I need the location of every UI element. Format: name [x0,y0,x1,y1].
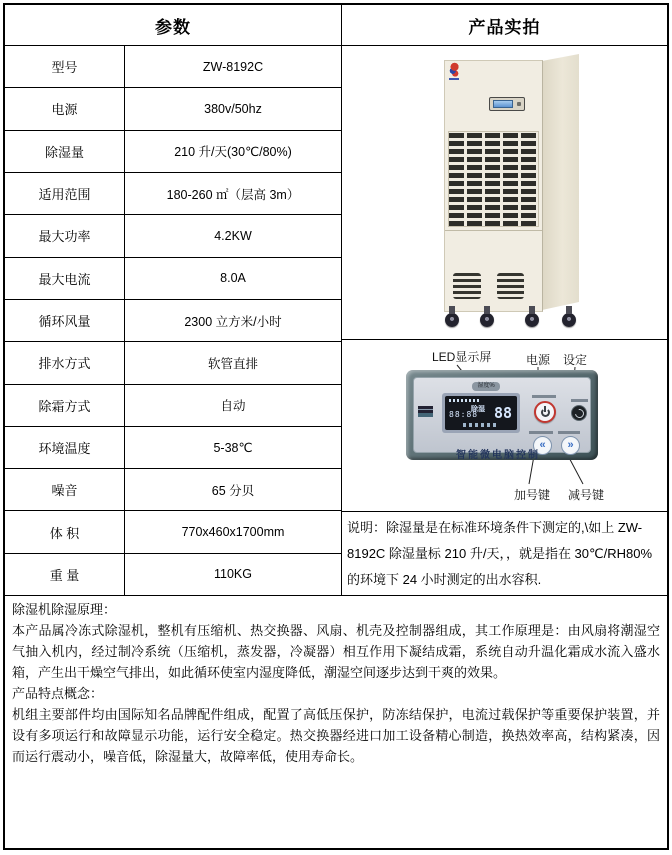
principle-body: 本产品属冷冻式除湿机，整机有压缩机、热交换器、风扇、机壳及控制器组成，其工作原理是：由风扇将潮湿空气抽入机内，经过制冷系统（压缩机，蒸发器，冷凝器）相互作用下凝结成霜，系统自动升温化霜成水流入盛水箱，产生出干燥空气排出，如此循环使室内湿度降低，潮湿空间逐步达到干爽的效果。 [12,623,660,680]
unit-display [489,97,525,111]
param-label: 型号 [5,46,125,87]
control-panel-photo [342,340,667,512]
features-title: 产品特点概念： [12,686,104,701]
param-value: 210 升/天(30℃/80%) [174,145,292,160]
unit-louver-vent [497,273,524,299]
panel-brand-logo-icon [418,406,433,417]
lcd-segment-bars [449,399,479,402]
plus-micro-label [529,431,553,434]
param-label: 除湿量 [5,131,125,172]
param-label: 除霜方式 [5,385,125,426]
param-label: 重 量 [5,554,125,595]
caster-wheel [445,313,459,327]
table-row [5,46,341,88]
unit-front-panel [444,60,543,312]
brand-logo-icon [448,62,460,78]
param-value: 自动 [220,399,246,414]
lcd-digits: 88 [493,404,512,422]
caster-wheel [480,313,494,327]
caster-wheel [562,313,576,327]
principle-title: 除湿机除湿原理： [12,602,117,617]
table-row [5,385,341,427]
features-body: 机组主要部件均由国际知名品牌配件组成，配置了高低压保护，防冻结保护，电流过载保护等重要保护装置，并设有多项运行和故障显示功能，运行安全稳定。热交换器经进口加工设备精心制造，换热效率高，结构紧凑，因而运行震动小，噪音低，除湿量大，故障率低，使用寿命长。 [12,707,660,764]
photos-header: 产品实拍 [342,5,667,46]
param-value: 软管直排 [207,356,258,371]
power-button-icon [534,401,556,423]
param-value: 110KG [214,567,252,582]
lcd-mode-text: 除湿 [471,406,485,413]
param-value: 770x460x1700mm [181,525,285,540]
param-value: 380v/50hz [204,101,262,116]
param-label: 噪音 [5,469,125,510]
param-value: 8.0A [220,271,246,286]
param-label: 排水方式 [5,342,125,383]
table-row [5,554,341,595]
callout-set: 设定 [563,353,588,367]
table-row [5,469,341,511]
power-micro-label [532,395,556,398]
set-button-icon [571,405,587,421]
param-value: 5-38℃ [213,440,253,455]
param-value: ZW-8192C [202,59,264,74]
dehumidifier-unit [444,54,580,338]
unit-air-grille [448,131,539,227]
table-row [5,258,341,300]
table-row [5,131,341,173]
measurement-note: 说明：除湿量是在标准环境条件下测定的,\如上 ZW-8192C 除湿量标 210 升/天，，就是指在 30℃/RH80%的环境下 24 小时测定的出水容积. [347,520,653,587]
spec-top-area [5,5,667,596]
param-value: 65 分贝 [211,483,255,498]
param-label: 最大功率 [5,215,125,256]
unit-side-panel [542,54,579,312]
power-glyph-icon [541,408,550,417]
minus-button-icon: » [561,436,580,455]
lcd-icon-row [463,423,497,427]
minus-micro-label [558,431,580,434]
param-label: 循环风量 [5,300,125,341]
description-section [5,596,667,848]
unit-display-screen [493,100,513,108]
led-display [442,393,520,433]
callout-minus-key: 减号键 [568,488,605,502]
dehumidifier-photo [342,46,667,340]
param-label: 电源 [5,88,125,129]
param-label: 环境温度 [5,427,125,468]
unit-louver-vent [453,273,481,299]
caster-wheel [525,313,539,327]
set-micro-label [571,399,588,402]
outer-frame [3,3,669,850]
panel-caption: 智能微电脑控制 [456,450,540,461]
table-row [5,215,341,257]
control-panel-face [413,377,591,461]
led-display-screen [445,396,517,430]
param-label: 体 积 [5,511,125,552]
humidity-badge: 湿度% [472,382,500,391]
parameters-table [5,5,342,595]
control-panel [406,370,598,460]
parameters-header: 参数 [5,5,341,46]
table-row [5,173,341,215]
table-row [5,342,341,384]
param-value: 4.2KW [214,228,252,243]
param-value: 2300 立方米/小时 [184,314,282,329]
table-row [5,88,341,130]
table-row [5,427,341,469]
param-label: 适用范围 [5,173,125,214]
callout-power: 电源 [526,353,551,367]
param-value: 180-260 ㎡（层高 3m） [166,187,300,202]
callout-plus-key: 加号键 [514,488,551,502]
param-label: 最大电流 [5,258,125,299]
product-photos-column [342,5,667,595]
table-row [5,300,341,342]
plus-button-icon: « [533,436,552,455]
table-row [5,511,341,553]
lcd-small-digits: 88:88 [449,410,479,419]
callout-led-display: LED显示屏 [432,350,492,364]
